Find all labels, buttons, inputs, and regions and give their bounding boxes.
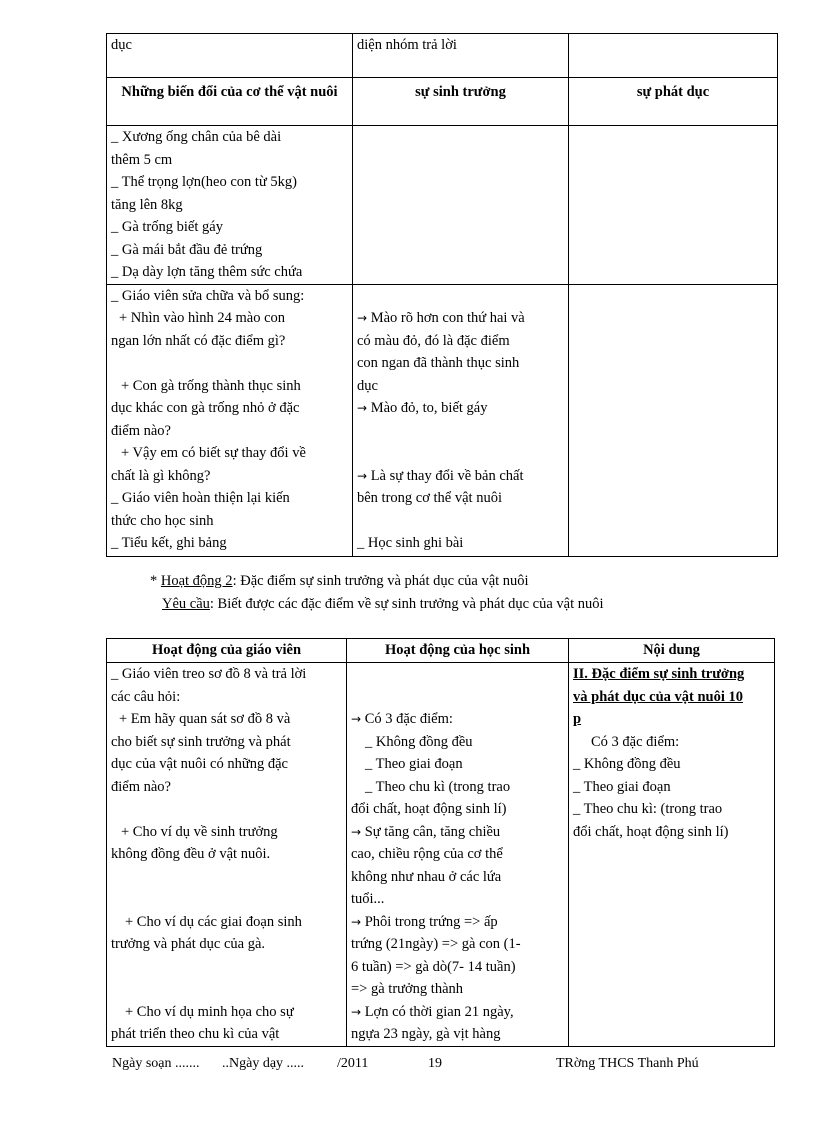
table-row (107, 34, 778, 78)
arrow-right-icon: → (357, 311, 368, 325)
content-cell: II. Đặc điểm sự sinh trưởng và phát dục của vật nuôi 10 p Có 3 đặc điểm: _ Không đồng đều _ Theo giai đoạn _ Theo chu kì: (trong trao đổi chất, hoạt động sinh lí) (569, 663, 775, 1047)
table-header-row (107, 78, 778, 126)
changes-list-cell (107, 126, 353, 285)
column-header: sự sinh trưởng (353, 78, 569, 126)
table-cell: dục (107, 34, 353, 78)
arrow-right-icon: → (351, 914, 362, 929)
column-header: Nội dung (569, 639, 775, 663)
year: /2011 (337, 1056, 369, 1071)
student-activity-cell: → Có 3 đặc điểm: _ Không đồng đều _ Theo giai đoạn _ Theo chu kì (trong trao đổi chất, hoạt động sinh lí) → Sự tăng cân, tăng chiều cao, chiều rộng của cơ thể không như nhau ở các lứa tuổi... → Phôi trong trứng => ấp trứng (21ngày) => gà con (1- 6 tuần) => gà dò(7- 14 tuần) => gà trưởng thành → Lợn có thời gian 21 ngày, ngựa 23 ngày, gà vịt hàng (347, 663, 569, 1047)
table-header-row (107, 639, 775, 663)
list-item: _ Gà mái bắt đầu đẻ trứng (111, 241, 263, 258)
page-footer (0, 1056, 816, 1078)
activity-requirement: Yêu cầu: Biết được các đặc điểm về sự sinh trưởng và phát dục của vật nuôi (162, 596, 604, 612)
activity-table-2 (106, 638, 775, 1047)
arrow-right-icon: → (357, 468, 368, 483)
activity-table-1 (106, 33, 778, 557)
date-taught: ..Ngày dạy ..... (222, 1056, 305, 1071)
list-item: tăng lên 8kg (111, 196, 183, 213)
section-title: II. Đặc điểm sự sinh trưởng (573, 666, 745, 682)
table-row (107, 663, 775, 1047)
page-number: 19 (428, 1056, 442, 1071)
column-header: sự phát dục (569, 78, 778, 126)
column-header: Hoạt động của học sinh (347, 639, 569, 663)
table-row (107, 126, 778, 285)
arrow-right-icon: → (351, 824, 362, 839)
school-name: TRờng THCS Thanh Phú (556, 1056, 699, 1071)
arrow-right-icon: → (357, 401, 368, 415)
section-title: p (573, 711, 582, 727)
table-cell (353, 126, 569, 285)
list-item: _ Thể trọng lợn(heo con từ 5kg) (111, 174, 298, 190)
arrow-right-icon: → (351, 1004, 362, 1019)
table-cell (569, 284, 778, 556)
table-cell (569, 126, 778, 285)
column-header: Hoạt động của giáo viên (107, 639, 347, 663)
teacher-activity-cell: _ Giáo viên treo sơ đồ 8 và trả lời các câu hỏi: + Em hãy quan sát sơ đồ 8 và cho biết sự sinh trưởng và phát dục của vật nuôi có những đặc điểm nào? + Cho ví dụ về sinh trưởng không đồng đều ở vật nuôi. + Cho ví dụ các giai đoạn sinh trưởng và phát dục của gà. + Cho ví dụ minh họa cho sự phát triển theo chu kì của vật (107, 663, 347, 1047)
list-item: thêm 5 cm (111, 151, 173, 168)
section-title: và phát dục của vật nuôi 10 (573, 688, 744, 705)
list-item: _ Xương ống chân của bê dài (111, 129, 282, 145)
table-row (107, 284, 778, 556)
table-cell: diện nhóm trả lời (353, 34, 569, 78)
column-header: Những biến đổi của cơ thể vật nuôi (107, 78, 353, 126)
arrow-right-icon: → (351, 712, 362, 726)
table-cell (569, 34, 778, 78)
teacher-activity-cell: _ Giáo viên sửa chữa và bổ sung: + Nhìn vào hình 24 mào con ngan lớn nhất có đặc điểm gì? + Con gà trống thành thục sinh dục khác con gà trống nhỏ ở đặc điểm nào? + Vậy em có biết sự thay đổi về chất là gì không? _ Giáo viên hoàn thiện lại kiến thức cho học sinh _ Tiểu kết, ghi bảng (107, 284, 353, 556)
date-prepared: Ngày soạn ....... (112, 1056, 200, 1071)
list-item: _ Dạ dày lợn tăng thêm sức chứa (111, 264, 303, 280)
student-activity-cell: → Mào rõ hơn con thứ hai và có màu đỏ, đó là đặc điểm con ngan đã thành thục sinh dục → Mào đỏ, to, biết gáy → Là sự thay đổi về bản chất bên trong cơ thể vật nuôi _ Học sinh ghi bài (353, 284, 569, 556)
activity-title: * Hoạt động 2: Đặc điểm sự sinh trưởng và phát dục của vật nuôi (150, 573, 529, 589)
list-item: _ Gà trống biết gáy (111, 219, 223, 235)
